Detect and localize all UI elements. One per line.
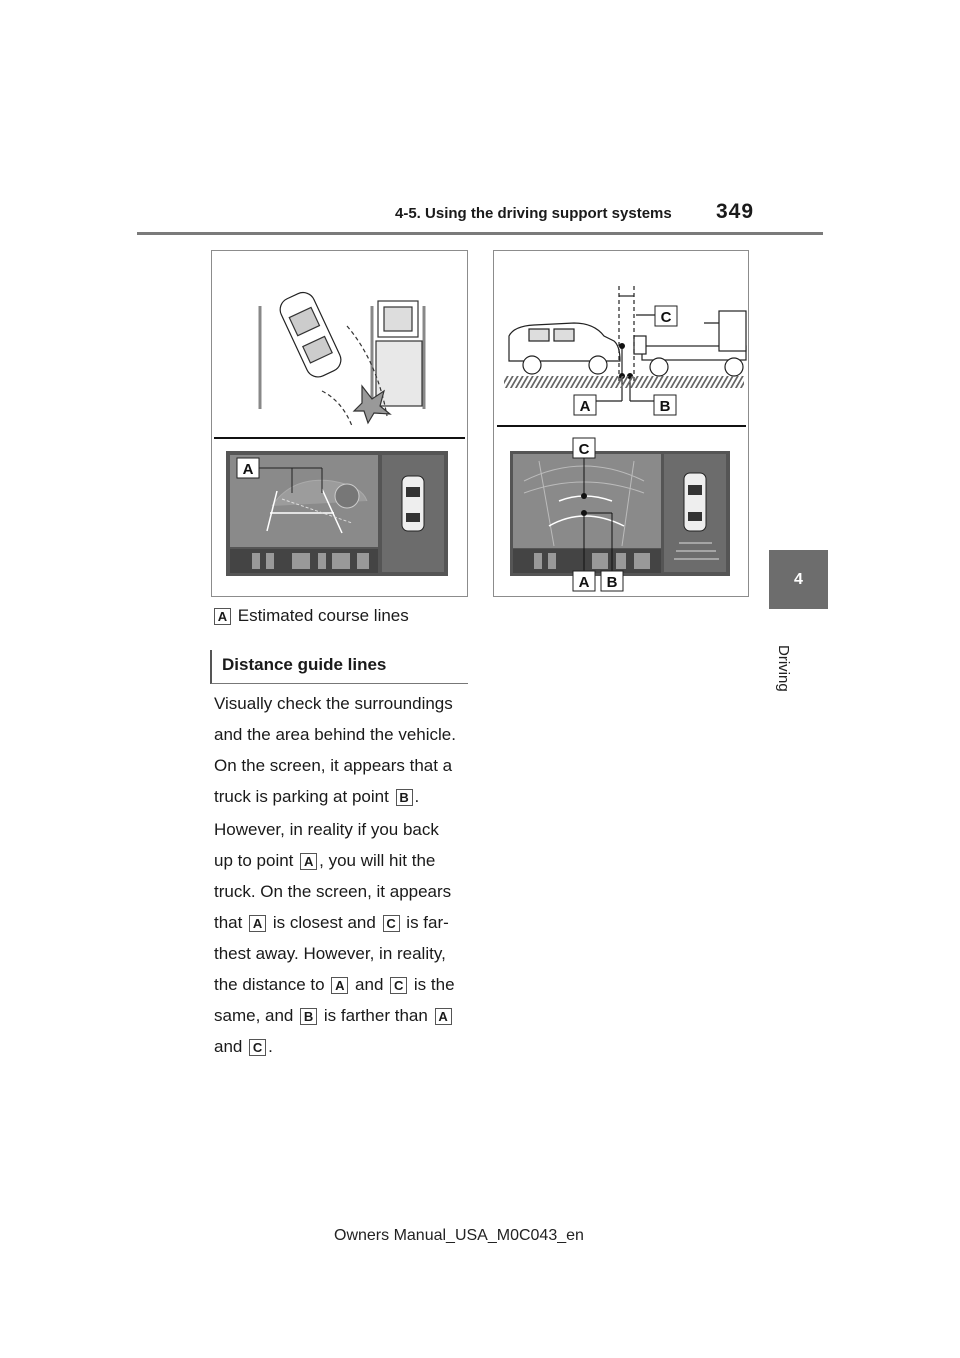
p2-line6-end: is the [413,975,455,994]
figure-estimated-course [211,250,468,597]
callout-c-bottom: C [578,441,590,458]
letter-c: C [249,1039,266,1056]
callout-b-top: B [659,398,671,415]
letter-b: B [300,1008,317,1025]
callout-b-bottom: B [606,574,618,591]
p2-line6-text: the distance to [214,975,325,994]
p1-line4 [214,785,476,809]
p2-line6 [214,973,476,997]
chapter-number: 4 [794,570,803,588]
p2-line4 [214,911,476,935]
figure-distance-guide [493,250,749,597]
figure-estimated-course-illustration [212,251,467,596]
p1-line3: On the screen, it appears that a [214,756,453,775]
p2-line7 [214,1004,476,1028]
page-number: 349 [716,200,755,223]
letter-a: A [249,915,266,932]
letter-a: A [331,977,348,994]
p2-line2-end: , you will hit the [319,851,436,870]
p2-line7-mid: is farther than [323,1006,428,1025]
p1-line4-text: truck is parking at point [214,787,389,806]
letter-b: B [396,789,413,806]
letter-c: C [383,915,400,932]
p2-line2-text: up to point [214,851,294,870]
subheading: Distance guide lines [210,650,468,684]
caption-letter: A [214,608,231,625]
p2-line6-mid: and [355,975,384,994]
p2-line8-end: . [268,1037,273,1056]
caption-text: Estimated course lines [237,606,409,625]
p2-line8 [214,1035,476,1059]
p1-line1: Visually check the surroundings [214,694,453,713]
p2-line7-text: same, and [214,1006,294,1025]
paragraph-2 [214,818,476,1059]
p2-line8-text: and [214,1037,243,1056]
p1-line2: and the area behind the vehicle. [214,725,456,744]
p2-line4-end: is far- [406,913,449,932]
p2-line5: thest away. However, in reality, [214,944,446,963]
chapter-tab [769,550,828,609]
callout-a: A [242,461,254,478]
section-title: 4-5. Using the driving support systems [395,205,672,222]
p2-line3: truck. On the screen, it appears [214,882,452,901]
chapter-label: Driving [775,645,792,692]
paragraph-1 [214,692,476,809]
callout-a-bottom: A [578,574,590,591]
p1-line4-end: . [414,787,420,806]
letter-a: A [300,853,317,870]
callout-c-top: C [660,309,672,326]
body-text [214,692,476,1068]
p2-line2 [214,849,476,873]
letter-c: C [390,977,407,994]
p2-line4-mid: is closest and [272,913,376,932]
p2-line4-text: that [214,913,243,932]
callout-a-top: A [579,398,591,415]
figure-caption [212,606,409,626]
p2-line1: However, in reality if you back [214,820,439,839]
letter-a: A [435,1008,452,1025]
header-divider [137,232,823,235]
figure-distance-guide-illustration [494,251,748,596]
footer-manual-id: Owners Manual_USA_M0C043_en [334,1227,584,1244]
